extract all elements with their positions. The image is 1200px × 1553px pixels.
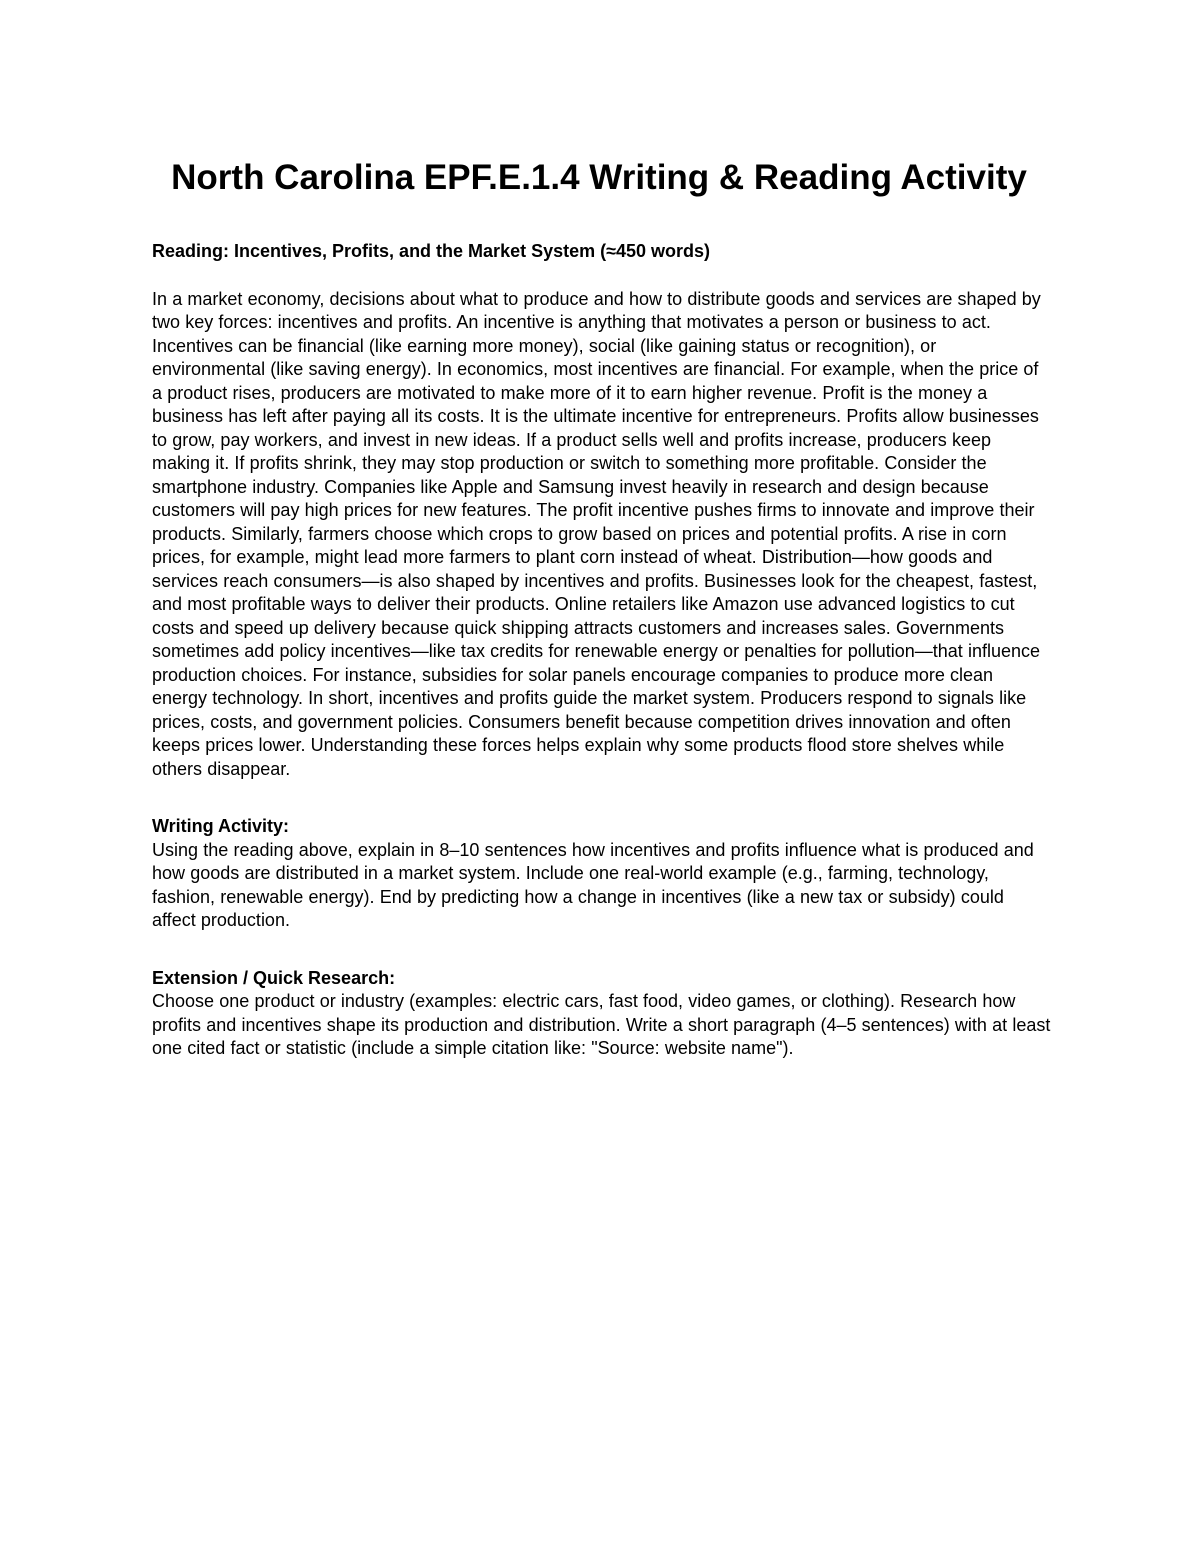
reading-heading: Reading: Incentives, Profits, and the Market System (≈450 words) xyxy=(152,241,711,261)
document-page xyxy=(152,150,1052,1061)
writing-activity-body: Using the reading above, explain in 8–10 sentences how incentives and profits influence what is produced and how goods are distributed in a market system. Include one real-world example (e.g., farming, technology, fashion, renewable energy). End by predicting how a change in incentives (like a new tax or subsidy) could affect production. xyxy=(152,839,1034,930)
extension-body: Choose one product or industry (examples: electric cars, fast food, video games, or clothing). Research how profits and incentives shape its production and distribution. Write a short paragraph (4–5 sentences) with at least one cited fact or statistic (include a simple citation like: "Source: website name"). xyxy=(152,991,1051,1058)
reading-body: In a market economy, decisions about what to produce and how to distribute goods and services are shaped by two key forces: incentives and profits. An incentive is anything that motivates a person or business to act. Incentives can be financial (like earning more money), social (like gaining status or recognition), or environmental (like saving energy). In economics, most incentives are financial. For example, when the price of a product rises, producers are motivated to make more of it to earn higher revenue. Profit is the money a business has left after paying all its costs. It is the ultimate incentive for entrepreneurs. Profits allow businesses to grow, pay workers, and invest in new ideas. If a product sells well and profits increase, producers keep making it. If profits shrink, they may stop production or switch to something more profitable. Consider the smartphone industry. Companies like Apple and Samsung invest heavily in research and design because customers will pay high prices for new features. The profit incentive pushes firms to innovate and improve their products. Similarly, farmers choose which crops to grow based on prices and potential profits. A rise in corn prices, for example, might lead more farmers to plant corn instead of wheat. Distribution—how goods and services reach consumers—is also shaped by incentives and profits. Businesses look for the cheapest, fastest, and most profitable ways to deliver their products. Online retailers like Amazon use advanced logistics to cut costs and speed up delivery because quick shipping attracts customers and increases sales. Governments sometimes add policy incentives—like tax credits for renewable energy or penalties for pollution—that influence production choices. For instance, subsidies for solar panels encourage companies to produce more clean energy technology. In short, incentives and profits guide the market system. Producers respond to signals like prices, costs, and government policies. Consumers benefit because competition drives innovation and often keeps prices lower. Understanding these forces helps explain why some products flood store shelves while others disappear. xyxy=(152,288,1041,779)
writing-activity-heading: Writing Activity: xyxy=(152,816,290,836)
extension-heading: Extension / Quick Research: xyxy=(152,967,396,988)
document-title: North Carolina EPF.E.1.4 Writing & Reading Activity xyxy=(171,158,1027,197)
